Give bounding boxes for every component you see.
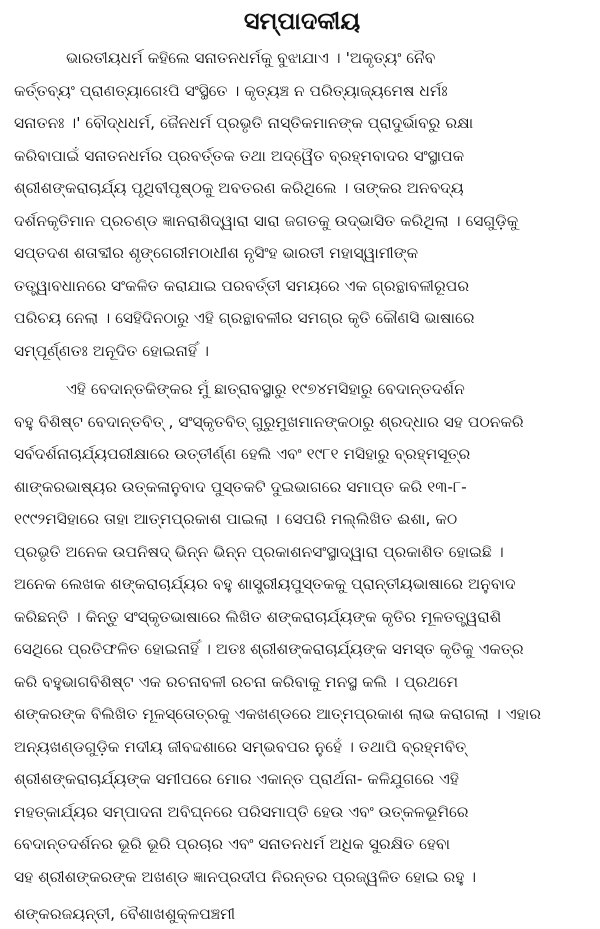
- text-line: ଶାଙ୍କରଭାଷ୍ୟର ଉତ୍କଳାନୁବାଦ ପୁସ୍ତକଟି ଦୁଇଭାଗରେ ସମାପ୍ତ କରି ୧୩-୮-: [14, 477, 467, 496]
- text-line: ସପ୍ତଦଶ ଶତାବ୍ଦୀର ଶୃଙ୍ଗେରୀମଠାଧୀଶ ନୃସିଂହ ଭାରତୀ ମହାସ୍ୱାମୀଙ୍କ: [14, 244, 419, 262]
- text-line: ଦର୍ଶନକୃତିମାନ ପ୍ରଚଣ୍ଡ ଜ୍ଞାନରାଶିଦ୍ୱାରା ସାରା ଜଗତକୁ ଉଦ୍ଭାସିତ କରିଥିଲା । ସେଗୁଡ଼ିକୁ: [14, 211, 519, 230]
- text-line: ପରିଚୟ ନେଲା । ସେହିଦିନଠାରୁ ଏହି ଗ୍ରନ୍ଥାବଳୀର ସମଗ୍ର କୃତି କୌଣସି ଭାଷାରେ: [14, 309, 475, 327]
- text-line: ଏହି ବେଦାନ୍ତକିଙ୍କର ମୁଁ ଛାତ୍ରାବସ୍ଥାରୁ ୧୯୭୪ମସିହାରୁ ବେଦାନ୍ତଦର୍ଶନ: [66, 380, 465, 398]
- text-line: କର୍ତ୍ତବ୍ୟଂ ପ୍ରାଣତ୍ୟାଗେଽପି ସଂସ୍ଥିତେ । କୃତ୍ୟଞ୍ଚ ନ ପରିତ୍ୟାଜ୍ୟମେଷ ଧର୍ମଃ: [14, 81, 448, 100]
- page-title: ସମ୍ପାଦକୀୟ: [243, 7, 361, 35]
- text-line: ଶଙ୍କରଙ୍କ ବିଲିଖିତ ମୂଳସ୍ତୋତ୍ରକୁ ଏକଖଣ୍ଡରେ ଆତ୍ମପ୍ରକାଶ ଲାଭ କରାଗଲା । ଏହାର: [14, 705, 541, 723]
- paragraph-1: [14, 42, 590, 367]
- text-line: ସନାତନଃ ।' ବୌଦ୍ଧଧର୍ମ, ଜୈନଧର୍ମ ପ୍ରଭୃତି ନାସ୍ତିକମାନଙ୍କ ପ୍ରାଦୁର୍ଭାବରୁ ରକ୍ଷା: [14, 114, 474, 132]
- text-line: ୧୯୯୨ମସିହାରେ ତାହା ଆତ୍ମପ୍ରକାଶ ପାଇଲା । ସେପରି ମଲ୍ଲିଖିତ ଈଶା, କଠ: [14, 510, 458, 528]
- text-line: ବେଦାନ୍ତଦର୍ଶନର ଭୂରି ଭୂରି ପ୍ରଚାର ଏବଂ ସନାତନଧର୍ମ ଅଧିକ ସୁରକ୍ଷିତ ହେବା: [14, 835, 451, 853]
- text-line: ପ୍ରଭୃତି ଅନେକ ଉପନିଷଦ୍ ଭିନ୍ନ ଭିନ୍ନ ପ୍ରକାଶନସଂସ୍ଥାଦ୍ୱାରା ପ୍ରକାଶିତ ହୋଇଛି ।: [14, 542, 504, 561]
- text-line: କରିବାପାଇଁ ସନାତନଧର୍ମର ପ୍ରବର୍ତ୍ତକ ତଥା ଅଦ୍ୱୈତ ବ୍ରହ୍ମବାଦର ସଂସ୍ଥାପକ: [14, 146, 465, 165]
- text-line: ଅନେକ ଲେଖକ ଶଙ୍କରାଚାର୍ଯ୍ୟର ବହୁ ଶାସ୍ତ୍ରୀୟପୁସ୍ତକକୁ ପ୍ରାନ୍ତୀୟଭାଷାରେ ଅନୁବାଦ: [14, 575, 516, 593]
- text-line: କରି ବହୁଭାଗବିଶିଷ୍ଟ ଏକ ରଚନାବଳୀ ରଚନା କରିବାକୁ ମନସ୍ଥ କଲି । ପ୍ରଥମେ: [14, 672, 459, 691]
- text-line: ମହତ୍କାର୍ଯ୍ୟର ସମ୍ପାଦନା ଅବିଘ୍ନରେ ପରିସମାପ୍ତି ହେଉ ଏବଂ ଉତ୍କଳଭୂମିରେ: [14, 802, 469, 821]
- text-line: କରିଛନ୍ତି । କିନ୍ତୁ ସଂସ୍କୃତଭାଷାରେ ଲିଖିତ ଶଙ୍କରାଚାର୍ଯ୍ୟଙ୍କ କୃତିର ମୂଳତତ୍ତ୍ୱରାଶି: [14, 607, 502, 626]
- paragraph-2: [14, 373, 590, 893]
- text-line: ସହ ଶ୍ରୀଶଙ୍କରଙ୍କ ଅଖଣ୍ଡ ଜ୍ଞାନପ୍ରଦୀପ ନିରନ୍ତର ପ୍ରଜ୍ୱଳିତ ହୋଇ ରହୁ ।: [14, 867, 477, 886]
- text-line: ସର୍ବଦର୍ଶନାଚାର୍ଯ୍ୟପରୀକ୍ଷାରେ ଉତ୍ତୀର୍ଣ୍ଣ ହେଲି ଏବଂ ୧୯୮୧ ମସିହାରୁ ବ୍ରହ୍ମସୂତ୍ର: [14, 445, 471, 463]
- text-line: ଅନ୍ୟଖଣ୍ଡଗୁଡ଼ିକ ମଦୀୟ ଜୀବଦ୍ଦଶାରେ ସମ୍ଭବପର ନୁହେଁ । ତଥାପି ବ୍ରହ୍ମବିତ୍: [14, 737, 467, 756]
- text-line: ସମ୍ପୂର୍ଣ୍ଣତଃ ଅନୂଦିତ ହୋଇନାହିଁ ।: [14, 341, 209, 360]
- text-line: ଶ୍ରୀଶଙ୍କରାଚାର୍ଯ୍ୟଙ୍କ ସମୀପରେ ମୋର ଏକାନ୍ତ ପ୍ରାର୍ଥନା- କଳିଯୁଗରେ ଏହି: [14, 770, 459, 788]
- text-line: ଶ୍ରୀଶଙ୍କରାଚାର୍ଯ୍ୟ ପୃଥିବୀପୃଷ୍ଠକୁ ଅବତରଣ କରିଥିଲେ । ତାଙ୍କର ଅନବଦ୍ୟ: [14, 179, 464, 197]
- text-line: ତତ୍ତ୍ୱାବଧାନରେ ସଂକଳିତ କରାଯାଇ ପରବର୍ତ୍ତୀ ସମୟରେ ଏକ ଗ୍ରନ୍ଥାବଳୀରୂପର: [14, 276, 470, 295]
- text-line: ଭାରତୀୟଧର୍ମ କହିଲେ ସନାତନଧର୍ମକୁ ବୁଝାଯାଏ । 'ଅକୃତ୍ୟଂ ନୈବ: [66, 49, 436, 67]
- text-line: ସେଥିରେ ପ୍ରତିଫଳିତ ହୋଇନାହିଁ । ଅତଃ ଶ୍ରୀଶଙ୍କରାଚାର୍ଯ୍ୟଙ୍କ ସମସ୍ତ କୃତିକୁ ଏକତ୍ର: [14, 640, 524, 658]
- text-line: ବହୁ ବିଶିଷ୍ଟ ବେଦାନ୍ତବିତ୍ , ସଂସ୍କୃତବିତ୍ ଗୁରୁମୁଖମାନଙ୍କଠାରୁ ଶ୍ରଦ୍ଧାର ସହ ପଠନକରି: [14, 412, 524, 431]
- signature-line: ଶଙ୍କରଜୟନ୍ତୀ, ବୈଶାଖଶୁକ୍ଳପଞ୍ଚମୀ: [14, 905, 236, 923]
